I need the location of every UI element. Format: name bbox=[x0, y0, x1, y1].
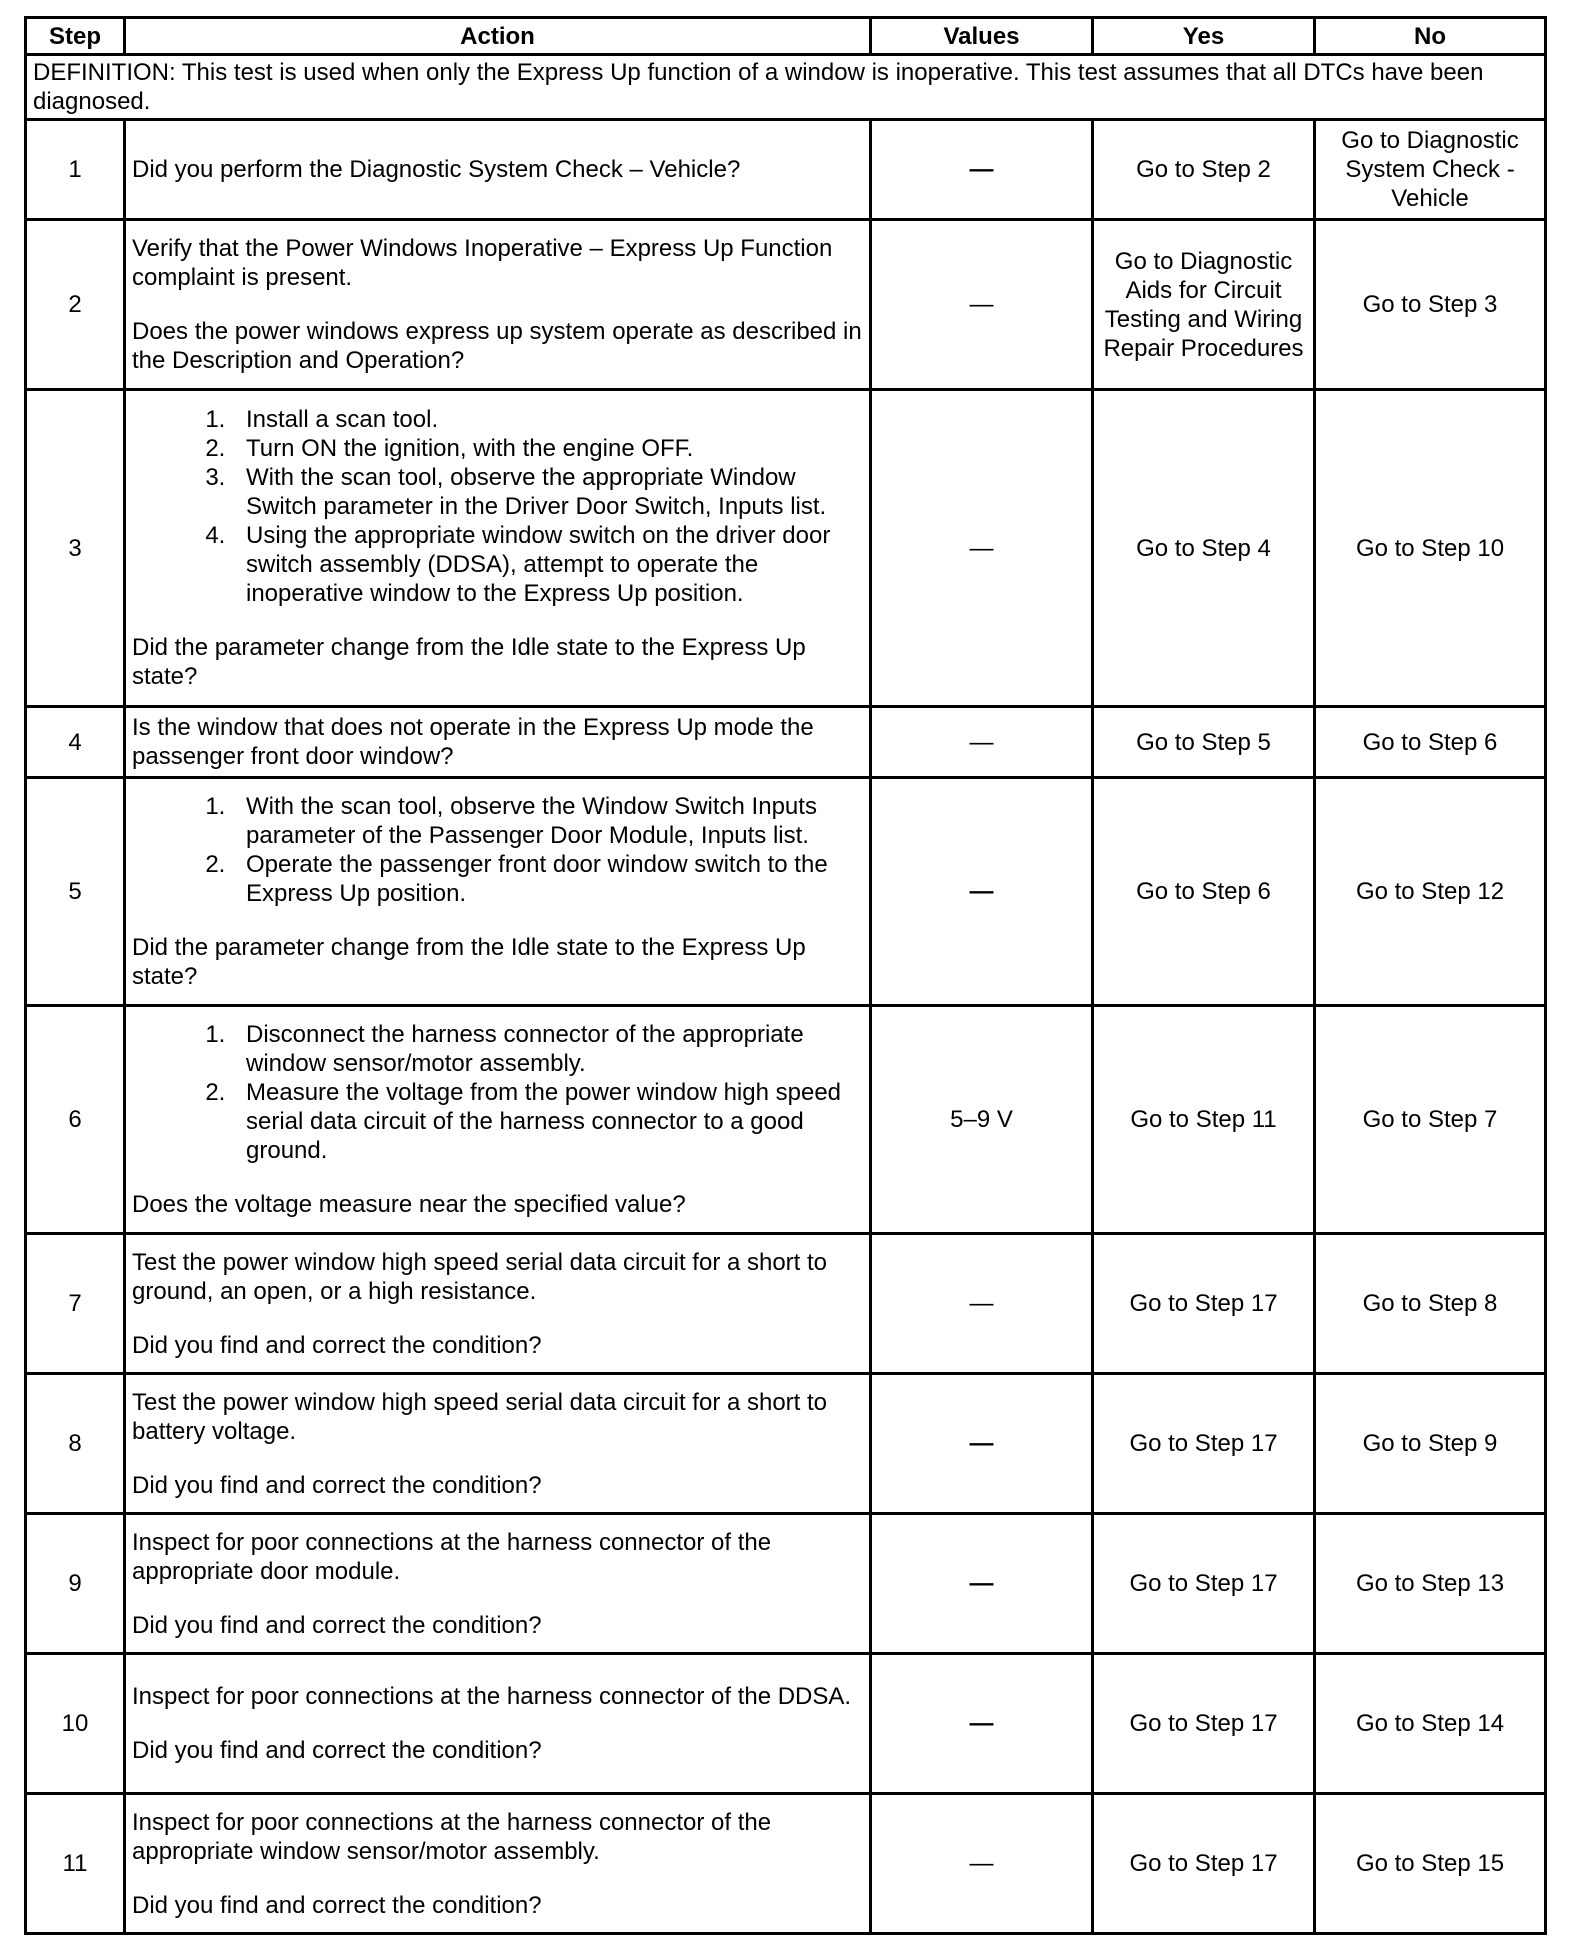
action-cell bbox=[125, 390, 871, 707]
step-number: 11 bbox=[26, 1794, 125, 1934]
table-row bbox=[26, 1006, 1546, 1234]
no-cell: Go to Step 7 bbox=[1315, 1006, 1546, 1234]
action-list-item: 3. With the scan tool, observe the appropriate Window Switch parameter in the Driver Door Switch, Inputs list. bbox=[232, 463, 863, 521]
values-cell: — bbox=[871, 1374, 1093, 1514]
action-question: Did you find and correct the condition? bbox=[132, 1737, 542, 1764]
step-number: 6 bbox=[26, 1006, 125, 1234]
yes-cell: Go to Step 11 bbox=[1093, 1006, 1315, 1234]
no-cell: Go to Step 10 bbox=[1315, 390, 1546, 707]
header-no: No bbox=[1315, 18, 1546, 55]
action-text: Inspect for poor connections at the harness connector of the appropriate door module. bbox=[132, 1528, 772, 1585]
step-number: 2 bbox=[26, 220, 125, 390]
yes-cell: Go to Step 17 bbox=[1093, 1794, 1315, 1934]
values-cell: — bbox=[871, 1514, 1093, 1654]
table-row bbox=[26, 1374, 1546, 1514]
action-question: Did the parameter change from the Idle state to the Express Up state? bbox=[132, 934, 806, 990]
action-question: Did you find and correct the condition? bbox=[132, 1891, 542, 1919]
action-cell bbox=[125, 707, 871, 778]
yes-cell: Go to Diagnostic Aids for Circuit Testing and Wiring Repair Procedures bbox=[1093, 220, 1315, 390]
action-text: Inspect for poor connections at the harness connector of the DDSA. bbox=[132, 1683, 852, 1710]
definition-text: DEFINITION: This test is used when only the Express Up function of a window is inoperative. This test assumes that all DTCs have been diagnosed. bbox=[26, 55, 1546, 120]
action-list-item: 1. Disconnect the harness connector of the appropriate window sensor/motor assembly. bbox=[232, 1020, 863, 1078]
action-list-item: 2. Turn ON the ignition, with the engine OFF. bbox=[232, 434, 863, 463]
action-question: Did you find and correct the condition? bbox=[132, 1331, 542, 1359]
table-row bbox=[26, 1654, 1546, 1794]
table-row bbox=[26, 707, 1546, 778]
action-list-item: 2. Measure the voltage from the power window high speed serial data circuit of the harness connector to a good ground. bbox=[232, 1078, 863, 1165]
no-cell: Go to Step 15 bbox=[1315, 1794, 1546, 1934]
step-number: 5 bbox=[26, 778, 125, 1006]
action-text: Test the power window high speed serial data circuit for a short to battery voltage. bbox=[132, 1388, 828, 1445]
action-question: Does the voltage measure near the specified value? bbox=[132, 1191, 686, 1218]
step-number: 3 bbox=[26, 390, 125, 707]
yes-cell: Go to Step 4 bbox=[1093, 390, 1315, 707]
step-number: 8 bbox=[26, 1374, 125, 1514]
action-list bbox=[132, 405, 863, 608]
table-row bbox=[26, 390, 1546, 707]
action-cell bbox=[125, 1654, 871, 1794]
action-question: Does the power windows express up system operate as described in the Description and Operation? bbox=[132, 318, 862, 374]
step-number: 1 bbox=[26, 120, 125, 220]
table-row bbox=[26, 778, 1546, 1006]
action-list bbox=[132, 1020, 863, 1165]
action-cell bbox=[125, 1234, 871, 1374]
table-row bbox=[26, 220, 1546, 390]
values-cell: — bbox=[871, 220, 1093, 390]
yes-cell: Go to Step 5 bbox=[1093, 707, 1315, 778]
values-cell: — bbox=[871, 1654, 1093, 1794]
action-question: Did you find and correct the condition? bbox=[132, 1611, 542, 1639]
action-list-item: 1. Install a scan tool. bbox=[232, 405, 863, 434]
no-cell: Go to Step 9 bbox=[1315, 1374, 1546, 1514]
no-cell: Go to Step 3 bbox=[1315, 220, 1546, 390]
action-list bbox=[132, 792, 863, 908]
no-cell: Go to Step 13 bbox=[1315, 1514, 1546, 1654]
definition-row bbox=[26, 55, 1546, 120]
step-number: 10 bbox=[26, 1654, 125, 1794]
action-text: Did you perform the Diagnostic System Check – Vehicle? bbox=[132, 156, 741, 183]
table-row bbox=[26, 1794, 1546, 1934]
step-number: 7 bbox=[26, 1234, 125, 1374]
header-values: Values bbox=[871, 18, 1093, 55]
no-cell: Go to Step 12 bbox=[1315, 778, 1546, 1006]
diagnostic-table bbox=[24, 16, 1547, 1935]
no-cell: Go to Diagnostic System Check - Vehicle bbox=[1315, 120, 1546, 220]
table-row bbox=[26, 1514, 1546, 1654]
action-list-item: 1. With the scan tool, observe the Window Switch Inputs parameter of the Passenger Door Module, Inputs list. bbox=[232, 792, 863, 850]
yes-cell: Go to Step 2 bbox=[1093, 120, 1315, 220]
action-text: Is the window that does not operate in the Express Up mode the passenger front door window? bbox=[132, 714, 814, 770]
action-cell bbox=[125, 1794, 871, 1934]
header-yes: Yes bbox=[1093, 18, 1315, 55]
values-cell: — bbox=[871, 707, 1093, 778]
step-number: 9 bbox=[26, 1514, 125, 1654]
action-list-item: 2. Operate the passenger front door window switch to the Express Up position. bbox=[232, 850, 863, 908]
yes-cell: Go to Step 6 bbox=[1093, 778, 1315, 1006]
action-cell bbox=[125, 1514, 871, 1654]
action-question: Did the parameter change from the Idle state to the Express Up state? bbox=[132, 634, 806, 690]
table-row bbox=[26, 1234, 1546, 1374]
yes-cell: Go to Step 17 bbox=[1093, 1234, 1315, 1374]
no-cell: Go to Step 6 bbox=[1315, 707, 1546, 778]
action-text: Verify that the Power Windows Inoperative – Express Up Function complaint is present. bbox=[132, 235, 833, 291]
values-cell: — bbox=[871, 778, 1093, 1006]
no-cell: Go to Step 8 bbox=[1315, 1234, 1546, 1374]
yes-cell: Go to Step 17 bbox=[1093, 1374, 1315, 1514]
yes-cell: Go to Step 17 bbox=[1093, 1654, 1315, 1794]
table-row bbox=[26, 120, 1546, 220]
action-question: Did you find and correct the condition? bbox=[132, 1471, 542, 1499]
action-cell bbox=[125, 220, 871, 390]
no-cell: Go to Step 14 bbox=[1315, 1654, 1546, 1794]
header-step: Step bbox=[26, 18, 125, 55]
action-list-item: 4. Using the appropriate window switch on the driver door switch assembly (DDSA), attempt to operate the inoperative window to the Express Up position. bbox=[232, 521, 863, 608]
values-cell: — bbox=[871, 1794, 1093, 1934]
step-number: 4 bbox=[26, 707, 125, 778]
header-row bbox=[26, 18, 1546, 55]
action-cell bbox=[125, 1006, 871, 1234]
action-cell bbox=[125, 1374, 871, 1514]
header-action: Action bbox=[125, 18, 871, 55]
action-text: Inspect for poor connections at the harness connector of the appropriate window sensor/motor assembly. bbox=[132, 1808, 772, 1865]
yes-cell: Go to Step 17 bbox=[1093, 1514, 1315, 1654]
values-cell: — bbox=[871, 390, 1093, 707]
values-cell: 5–9 V bbox=[871, 1006, 1093, 1234]
values-cell: — bbox=[871, 120, 1093, 220]
action-cell bbox=[125, 120, 871, 220]
action-cell bbox=[125, 778, 871, 1006]
action-text: Test the power window high speed serial data circuit for a short to ground, an open, or a high resistance. bbox=[132, 1248, 828, 1305]
values-cell: — bbox=[871, 1234, 1093, 1374]
